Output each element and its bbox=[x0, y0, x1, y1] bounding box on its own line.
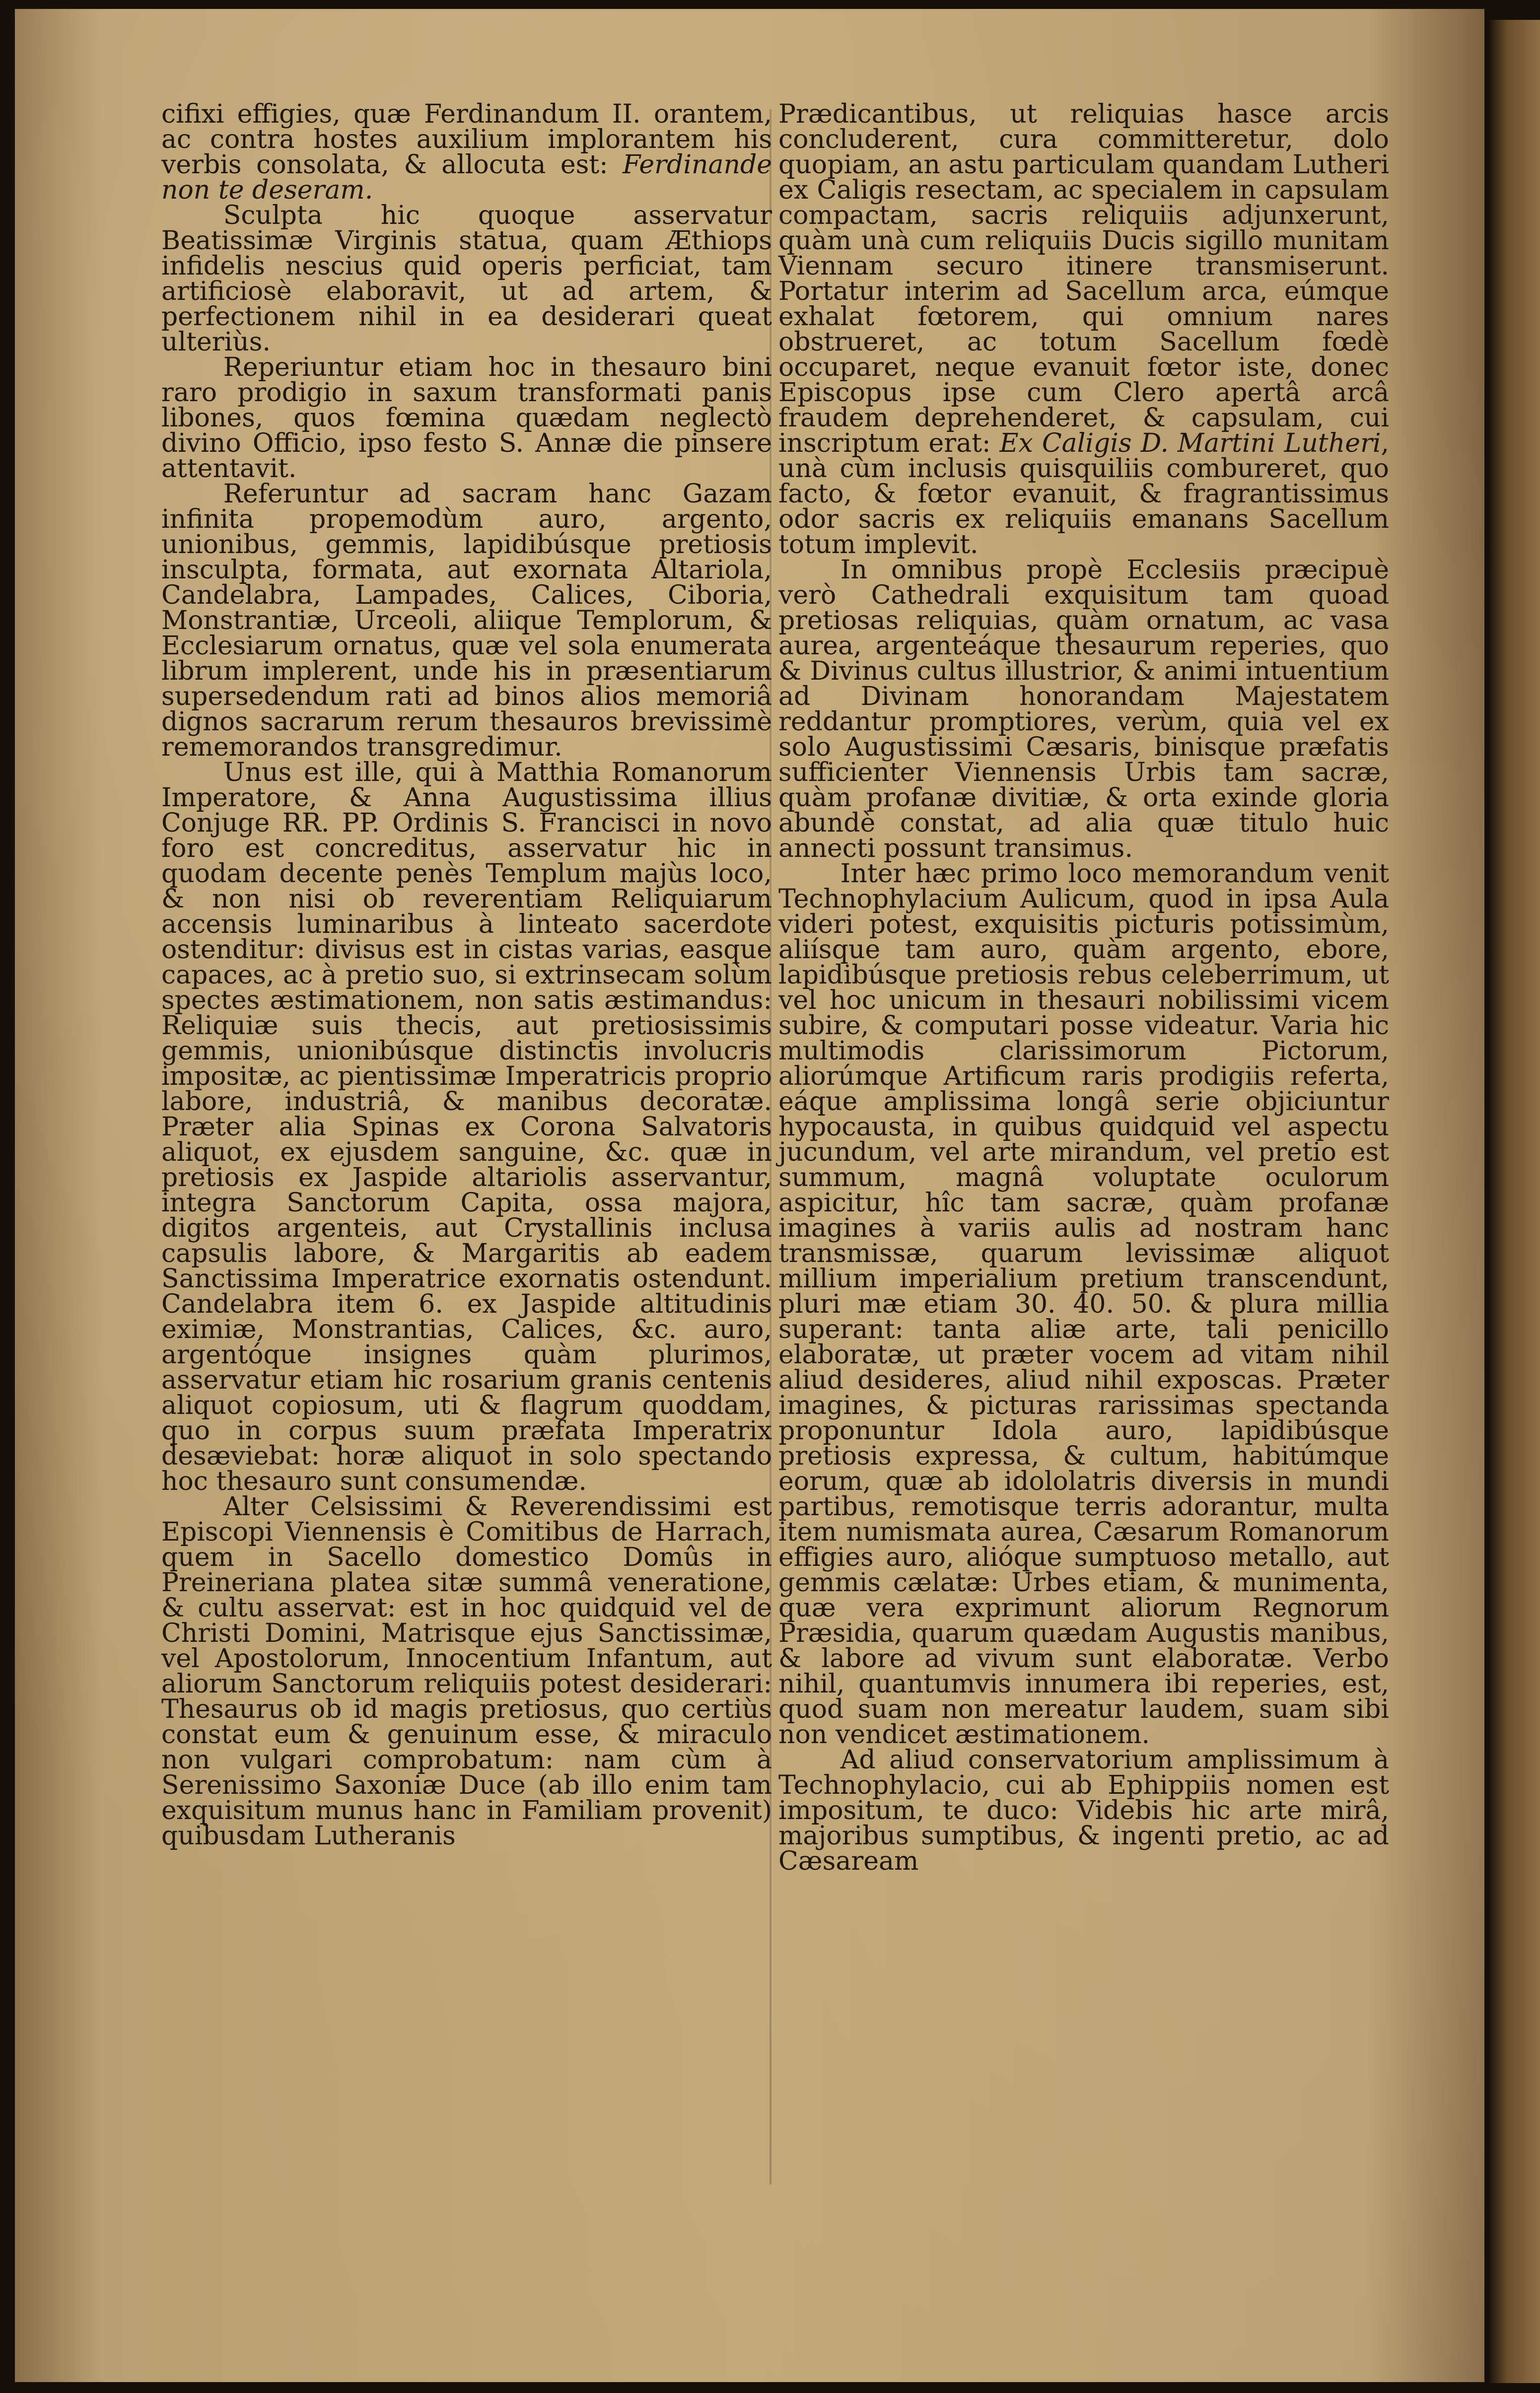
right-column bbox=[778, 99, 1389, 1876]
paragraph-right-1: Prædicantibus, ut reliquias hasce arcis concluderent, cura committeretur, dolo quopiam, an astu particulam quandam Lutheri ex Caligis resectam, ac specialem in capsulam compactam, sacris reliquiis adjunxerunt, quàm unà cum reliquiis Ducis sigillo munitam Viennam securo itinere transmiserunt. Portatur interim ad Sacellum arca, eúmque exhalat fœtorem, qui omnium nares obstrueret, ac totum Sacellum fœdè occuparet, neque evanuit fœtor iste, donec Episcopus ipse cum Clero apertâ arcâ fraudem deprehenderet, & capsulam, cui inscriptum erat: Ex Caligis D. Martini Lutheri, unà cùm inclusis quisquiliis combureret, quo facto, & fœtor evanuit, & fragrantissimus odor sacris ex reliquiis emanans Sacellum totum implevit. bbox=[778, 99, 1389, 560]
paragraph-left-1: cifixi effigies, quæ Ferdinandum II. orantem, ac contra hostes auxilium implorantem his verbis consolata, & allocuta est: Ferdinande non te deseram. bbox=[161, 99, 772, 205]
paragraph-left-2: Sculpta hic quoque asservatur Beatissimæ Virginis statua, quam Æthiops infidelis nescius quid operis perficiat, tam artificiosè elaboravit, ut ad artem, & perfectionem nihil in ea desiderari queat ulteriùs. bbox=[161, 201, 772, 357]
paragraph-right-2: In omnibus propè Ecclesiis præcipuè verò Cathedrali exquisitum tam quoad pretiosas reliquias, quàm ornatum, ac vasa aurea, argenteáque thesaurum reperies, quo & Divinus cultus illustrior, & animi intuentium ad Divinam honorandam Majestatem reddantur promptiores, verùm, quia vel ex solo Augustissimi Cæsaris, binisque præfatis sufficienter Viennensis Urbis tam sacræ, quàm profanæ divitiæ, & orta exinde gloria abundè constat, ad alia quæ titulo huic annecti possunt transimus. bbox=[778, 555, 1389, 863]
paragraph-left-4: Referuntur ad sacram hanc Gazam infinita propemodùm auro, argento, unionibus, gemmis, lapidibúsque pretiosis insculpta, formata, aut exornata Altariola, Candelabra, Lampades, Calices, Ciboria, Monstrantiæ, Urceoli, aliique Templorum, & Ecclesiarum ornatus, quæ vel sola enumerata librum implerent, unde his in præsentiarum supersedendum rati ad binos alios memoriâ dignos sacrarum rerum thesauros brevissimè rememorandos transgredimur. bbox=[161, 479, 772, 762]
paragraph-left-3: Reperiuntur etiam hoc in thesauro bini raro prodigio in saxum transformati panis libones, quos fœmina quædam neglectò divino Officio, ipso festo S. Annæ die pinsere attentavit. bbox=[161, 352, 772, 484]
paragraph-right-3: Inter hæc primo loco memorandum venit Technophylacium Aulicum, quod in ipsa Aula videri potest, exquisitis picturis potissimùm, aliísque tam auro, quàm argento, ebore, lapidibúsque pretiosis rebus celeberrimum, ut vel hoc unicum in thesauri nobilissimi vicem subire, & computari posse videatur. Varia hic multimodis clarissimorum Pictorum, aliorúmque Artificum raris prodigiis referta, eáque amplissima longâ serie objiciuntur hypocausta, in quibus quidquid vel aspectu jucundum, vel arte mirandum, vel pretio est summum, magnâ voluptate oculorum aspicitur, hîc tam sacræ, quàm profanæ imagines à variis aulis ad nostram hanc transmissæ, quarum levissimæ aliquot millium imperialium pretium transcendunt, pluri mæ etiam 30. 40. 50. & plura millia superant: tanta aliæ arte, tali penicillo elaboratæ, ut præter vocem ad vitam nihil aliud desideres, aliud nihil exposcas. Præter imagines, & picturas rarissimas spectanda proponuntur Idola auro, lapidibúsque pretiosis expressa, & cultum, habitúmque eorum, quæ ab idololatris diversis in mundi partibus, remotisque terris adorantur, multa item numismata aurea, Cæsarum Romanorum effigies auro, alióque sumptuoso metallo, aut gemmis cælatæ: Urbes etiam, & munimenta, quæ vera exprimunt aliorum Regnorum Præsidia, quarum quædam Augustis manibus, & labore ad vivum sunt elaboratæ. Verbo nihil, quantumvis innumera ibi reperies, est, quod suam non mereatur laudem, suam sibi non vendicet æstimationem. bbox=[778, 859, 1389, 1750]
paragraph-left-5: Unus est ille, qui à Matthia Romanorum Imperatore, & Anna Augustissima illius Conjuge RR. PP. Ordinis S. Francisci in novo foro est concreditus, asservatur hic in quodam decente penès Templum majùs loco, & non nisi ob reverentiam Reliquiarum accensis luminaribus à linteato sacerdote ostenditur: divisus est in cistas varias, easque capaces, ac à pretio suo, si extrinsecam solùm spectes æstimationem, non satis æstimandus: Reliquiæ suis thecis, aut pretiosissimis gemmis, unionibúsque distinctis involucris impositæ, ac pientissimæ Imperatricis proprio labore, industriâ, & manibus decoratæ. Præter alia Spinas ex Corona Salvatoris aliquot, ex ejusdem sanguine, &c. quæ in pretiosis ex Jaspide altariolis asservantur, integra Sanctorum Capita, ossa majora, digitos argenteis, aut Crystallinis inclusa capsulis labore, & Margaritis ab eadem Sanctissima Imperatrice exornatis ostendunt. Candelabra item 6. ex Jaspide altitudinis eximiæ, Monstrantias, Calices, &c. auro, argentóque insignes quàm plurimos, asservatur etiam hic rosarium granis centenis aliquot copiosum, uti & flagrum quoddam, quo in corpus suum præfata Imperatrix desæviebat: horæ aliquot in solo spectando hoc thesauro sunt consumendæ. bbox=[161, 758, 772, 1496]
left-column bbox=[161, 99, 772, 1851]
facing-page-edge bbox=[1489, 20, 1540, 2383]
paragraph-right-4: Ad aliud conservatorium amplissimum à Technophylacio, cui ab Ephippiis nomen est impositum, te duco: Videbis hic arte mirâ, majoribus sumptibus, & ingenti pretio, ac ad Cæsaream bbox=[778, 1745, 1389, 1876]
paragraph-left-6: Alter Celsissimi & Reverendissimi est Episcopi Viennensis è Comitibus de Harrach, quem in Sacello domestico Domûs in Preineriana platea sitæ summâ veneratione, & cultu asservat: est in hoc quidquid vel de Christi Domini, Matrisque ejus Sanctissimæ, vel Apostolorum, Innocentium Infantum, aut aliorum Sanctorum reliquiis potest desiderari: Thesaurus ob id magis pretiosus, quo certiùs constat eum & genuinum esse, & miraculo non vulgari comprobatum: nam cùm à Serenissimo Saxoniæ Duce (ab illo enim tam exquisitum munus hanc in Familiam provenit) quibusdam Lutheranis bbox=[161, 1492, 772, 1851]
